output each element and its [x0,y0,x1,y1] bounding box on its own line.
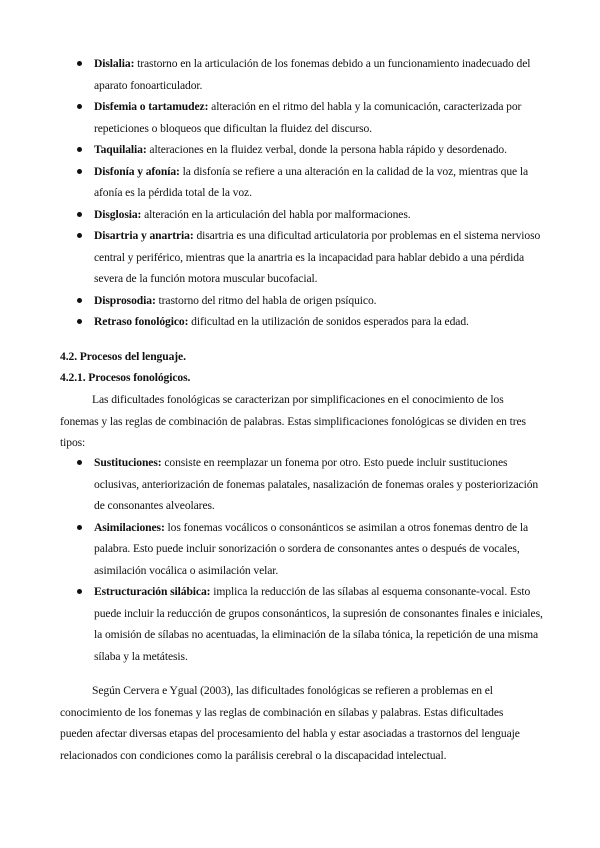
bullet-icon [77,525,82,530]
list-item-text: implica la reducción de las sílabas al esquema consonante-vocal. Esto puede incluir la reducción de grupos consonánticos, la supresión de consonantes finales e iniciales, la omisión de sílabas no acentuadas, la eliminación de la sílaba tónica, la repetición de una misma sílaba y la metátesis. [94,585,543,663]
list-item-text: disartria es una dificultad articulatoria por problemas en el sistema nervioso central y periférico, mientras que la anartria es la incapacidad para hablar debido a una pérdida severa de la función motora muscular bucofacial. [94,229,541,285]
list-item-text: trastorno del ritmo del habla de origen psíquico. [155,293,377,307]
list-item-text: alteración en la articulación del habla por malformaciones. [141,207,411,221]
list-item-term: Retraso fonológico: [94,315,189,328]
list-item [0,517,600,582]
bullet-icon [77,212,82,217]
list-item [0,452,600,517]
list-item [0,290,600,312]
bullet-icon [77,460,82,465]
list-item-term: Asimilaciones: [94,520,165,534]
bullet-icon [77,319,82,324]
list-item [0,139,600,161]
list-item-term: Disfemia o tartamudez: [94,100,209,113]
list-item-term: Disprosodia: [94,293,156,307]
list-item-text: los fonemas vocálicos o consonánticos se asimilan a otros fonemas dentro de la palabra. Esto puede incluir sonorización o sordera de consonantes antes o después de vocales, asimilación vocálica o asimilación velar. [94,520,529,577]
bullet-icon [77,169,82,174]
list-item [0,96,600,139]
list-item [0,581,600,667]
list-item-term: Dislalia: [94,57,135,70]
bullet-icon [77,104,82,109]
list-item [0,53,600,96]
list-item-text: alteraciones en la fluidez verbal, donde la persona habla rápido y desordenado. [146,143,507,156]
bullet-icon [77,147,82,152]
list-item-text: alteración en el ritmo del habla y la comunicación, caracterizada por repeticiones o bloqueos que dificultan la fluidez del discurso. [94,100,522,135]
list-item-term: Sustituciones: [94,456,162,469]
list-item-text: consiste en reemplazar un fonema por otro. Esto puede incluir sustituciones oclusivas, anteriorización de fonemas palatales, nasalización de fonemas orales y posteriorización de consonantes alveolares. [94,456,539,512]
speech-disorders-list [0,53,600,333]
section-heading: 4.2. Procesos del lenguaje. [60,350,186,363]
bullet-icon [77,589,82,594]
list-item [0,161,600,204]
bullet-icon [77,61,82,66]
list-item [0,204,600,226]
phonological-processes-list [0,452,600,667]
list-item-text: dificultad en la utilización de sonidos esperados para la edad. [188,315,469,328]
list-item-term: Disfonía y afonía: [94,164,180,178]
list-item [0,311,600,333]
list-item [0,225,600,290]
list-item-text: la disfonía se refiere a una alteración en la calidad de la voz, mientras que la afonía es la pérdida total de la voz. [94,164,529,199]
intro-paragraph: Las dificultades fonológicas se caracterizan por simplificaciones en el conocimiento de los fonemas y las reglas de combinación de palabras. Estas simplificaciones fonológicas se dividen en tres tipos: [60,393,526,450]
list-item-text: trastorno en la articulación de los fonemas debido a un funcionamiento inadecuado del aparato fonoarticulador. [94,57,531,92]
subsection-heading: 4.2.1. Procesos fonológicos. [60,371,191,384]
list-item-term: Disglosia: [94,207,142,221]
closing-paragraph: Según Cervera e Ygual (2003), las dificultades fonológicas se refieren a problemas en el conocimiento de los fonemas y las reglas de combinación en sílabas y palabras. Estas dificultades pueden afectar diversas etapas del procesamiento del habla y estar asociadas a trastornos del lenguaje relacionados con condiciones como la parálisis cerebral o la discapacidad intelectual. [60,684,520,762]
bullet-icon [77,298,82,303]
list-item-term: Estructuración silábica: [94,585,211,598]
bullet-icon [77,233,82,238]
list-item-term: Disartria y anartria: [94,229,194,242]
list-item-term: Taquilalia: [94,143,147,156]
